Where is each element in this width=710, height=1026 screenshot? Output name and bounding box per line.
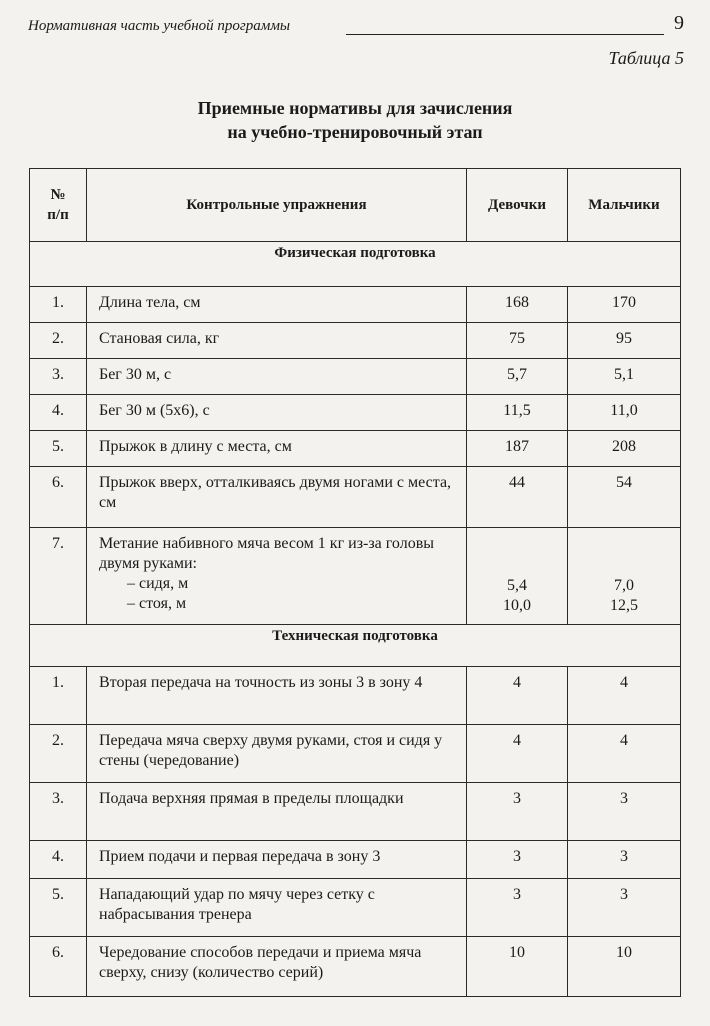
table-row <box>30 879 681 937</box>
row-exercise: Прыжок в длину с места, см <box>87 431 467 467</box>
row-boys-value: 3 <box>568 879 681 937</box>
col-header-boys: Мальчики <box>568 169 681 242</box>
section-header-row <box>30 625 681 667</box>
section-header-row <box>30 242 681 287</box>
row-exercise: Чередование способов передачи и приема мяча сверху, снизу (количество серий) <box>87 937 467 997</box>
row-exercise: Бег 30 м (5х6), с <box>87 395 467 431</box>
row-exercise: Передача мяча сверху двумя руками, стоя и сидя у стены (чередование) <box>87 725 467 783</box>
row-girls-value: 11,5 <box>467 395 568 431</box>
row-boys-value: 170 <box>568 287 681 323</box>
row-girls-value: 3 <box>467 841 568 879</box>
row-exercise: Нападающий удар по мячу через сетку с набрасывания тренера <box>87 879 467 937</box>
row-exercise: Вторая передача на точность из зоны 3 в зону 4 <box>87 667 467 725</box>
table-row <box>30 395 681 431</box>
table-row <box>30 841 681 879</box>
row-exercise: Становая сила, кг <box>87 323 467 359</box>
row-number: 5. <box>30 879 87 937</box>
section-physical-row-7 <box>30 528 681 625</box>
row-boys-value: 5,1 <box>568 359 681 395</box>
row-number: 6. <box>30 937 87 997</box>
row-girls-value: 5,7 <box>467 359 568 395</box>
row-boys-value: 4 <box>568 725 681 783</box>
row-girls-value: 3 <box>467 879 568 937</box>
page-header <box>28 12 684 40</box>
row-number: 6. <box>30 467 87 528</box>
row-girls-value: 44 <box>467 467 568 528</box>
section-technical <box>30 625 681 997</box>
table-row <box>30 725 681 783</box>
row-number: 7. <box>30 528 87 625</box>
table-row <box>30 431 681 467</box>
row-number: 5. <box>30 431 87 467</box>
table-row <box>30 467 681 528</box>
row-girls-value: 187 <box>467 431 568 467</box>
table-header-row <box>30 169 681 242</box>
row-subitem: – сидя, м <box>127 575 189 592</box>
section-title: Техническая подготовка <box>30 625 681 667</box>
row-girls-value: 10 <box>467 937 568 997</box>
table-row <box>30 528 681 625</box>
row-number: 3. <box>30 359 87 395</box>
row-girls-value: 168 <box>467 287 568 323</box>
row-girls-value: 4 <box>467 667 568 725</box>
section-title: Физическая подготовка <box>30 242 681 287</box>
row-boys-value: 10 <box>568 937 681 997</box>
header-rule <box>346 34 664 35</box>
section-physical <box>30 242 681 528</box>
running-title: Нормативная часть учебной программы <box>28 18 291 34</box>
col-header-girls: Девочки <box>467 169 568 242</box>
table-title <box>0 96 710 144</box>
row-exercise: Подача верхняя прямая в пределы площадки <box>87 783 467 841</box>
table-row <box>30 323 681 359</box>
row-exercise: Бег 30 м, с <box>87 359 467 395</box>
table-title-line-1: Приемные нормативы для зачисления <box>197 98 513 118</box>
row-boys-value: 4 <box>568 667 681 725</box>
row-exercise: Длина тела, см <box>87 287 467 323</box>
row-number: 1. <box>30 287 87 323</box>
row-exercise: Прием подачи и первая передача в зону 3 <box>87 841 467 879</box>
table-row <box>30 359 681 395</box>
table-title-line-2: на учебно-тренировочный этап <box>227 122 483 142</box>
col-header-exercise: Контрольные упражнения <box>87 169 467 242</box>
row-exercise: Прыжок вверх, отталкиваясь двумя ногами с места, см <box>87 467 467 528</box>
row-girls-value: 5,4 10,0 <box>467 528 568 625</box>
row-boys-value: 208 <box>568 431 681 467</box>
table-row <box>30 287 681 323</box>
row-number: 1. <box>30 667 87 725</box>
norms-table <box>29 168 681 997</box>
row-boys-value: 95 <box>568 323 681 359</box>
row-number: 4. <box>30 841 87 879</box>
row-subitem: – стоя, м <box>127 595 187 612</box>
row-boys-value: 3 <box>568 783 681 841</box>
row-boys-value: 11,0 <box>568 395 681 431</box>
row-number: 2. <box>30 323 87 359</box>
table-row <box>30 937 681 997</box>
row-number: 3. <box>30 783 87 841</box>
row-boys-value: 54 <box>568 467 681 528</box>
row-number: 4. <box>30 395 87 431</box>
table-label: Таблица 5 <box>608 48 684 68</box>
row-boys-value: 7,0 12,5 <box>568 528 681 625</box>
col-header-number: № п/п <box>30 169 87 242</box>
row-exercise-text: Метание набивного мяча весом 1 кг из-за головы двумя руками: <box>99 535 435 572</box>
row-girls-value: 4 <box>467 725 568 783</box>
table-row <box>30 783 681 841</box>
row-boys-value: 3 <box>568 841 681 879</box>
row-girls-value: 3 <box>467 783 568 841</box>
row-number: 2. <box>30 725 87 783</box>
row-girls-value: 75 <box>467 323 568 359</box>
page-number: 9 <box>674 12 684 34</box>
row-exercise <box>87 528 467 625</box>
table-row <box>30 667 681 725</box>
